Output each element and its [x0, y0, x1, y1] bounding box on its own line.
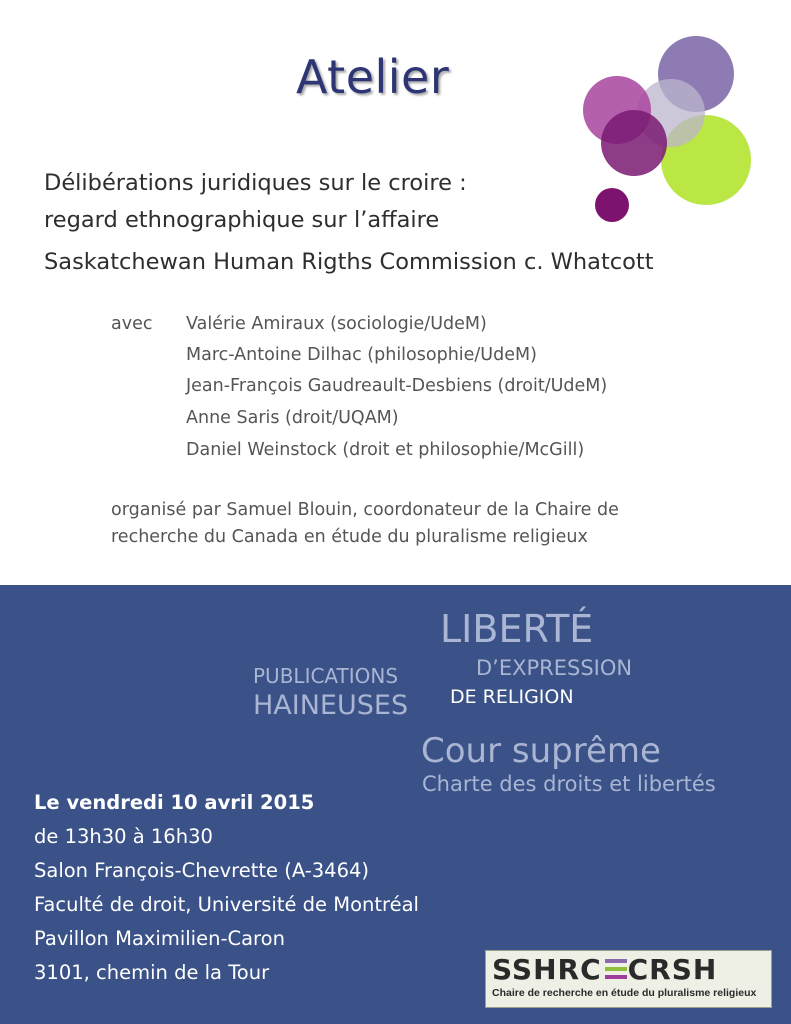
participant-item: Valérie Amiraux (sociologie/UdeM): [186, 314, 487, 334]
event-address: 3101, chemin de la Tour: [34, 961, 270, 984]
sshrc-crsh-logo: [485, 950, 772, 1008]
event-faculty: Faculté de droit, Université de Montréal: [34, 893, 419, 916]
participant-item: Anne Saris (droit/UQAM): [186, 408, 399, 428]
keyword-expression: D’EXPRESSION: [476, 656, 633, 680]
subtitle-line-2: regard ethnographique sur l’affaire: [44, 207, 440, 233]
keyword-haineuses: HAINEUSES: [253, 690, 409, 721]
logo-mark-right: CRSH: [627, 953, 718, 986]
logo-subtitle: Chaire de recherche en étude du pluralisme religieux: [492, 987, 757, 999]
keyword-religion: DE RELIGION: [450, 686, 574, 708]
participant-item: Jean-François Gaudreault-Desbiens (droit/UdeM): [186, 376, 608, 396]
event-date: Le vendredi 10 avril 2015: [34, 791, 315, 814]
participant-item: Daniel Weinstock (droit et philosophie/McGill): [186, 440, 585, 460]
organizer-line-1: organisé par Samuel Blouin, coordonateur de la Chaire de: [111, 500, 619, 520]
page-title: Atelier: [296, 50, 450, 104]
subtitle-line-3: Saskatchewan Human Rigths Commission c. Whatcott: [44, 249, 654, 275]
circle-small: [595, 188, 629, 222]
event-time: de 13h30 à 16h30: [34, 825, 213, 848]
keyword-cour-supreme: Cour suprême: [421, 731, 661, 771]
subtitle-line-1: Délibérations juridiques sur le croire :: [44, 170, 467, 196]
event-room: Salon François-Chevrette (A-3464): [34, 859, 369, 882]
logo-bars-icon: [605, 959, 627, 979]
logo-mark-left: SSHRC: [492, 953, 602, 986]
participants-label: avec: [111, 314, 153, 334]
keyword-liberte: LIBERTÉ: [440, 607, 594, 651]
keyword-publications: PUBLICATIONS: [253, 664, 399, 688]
event-pavilion: Pavillon Maximilien-Caron: [34, 927, 285, 950]
keyword-charte: Charte des droits et libertés: [422, 772, 716, 796]
organizer-line-2: recherche du Canada en étude du pluralisme religieux: [111, 527, 588, 547]
circle-plum: [601, 110, 667, 176]
participant-item: Marc-Antoine Dilhac (philosophie/UdeM): [186, 345, 537, 365]
decorative-circles-graphic: [570, 28, 760, 228]
